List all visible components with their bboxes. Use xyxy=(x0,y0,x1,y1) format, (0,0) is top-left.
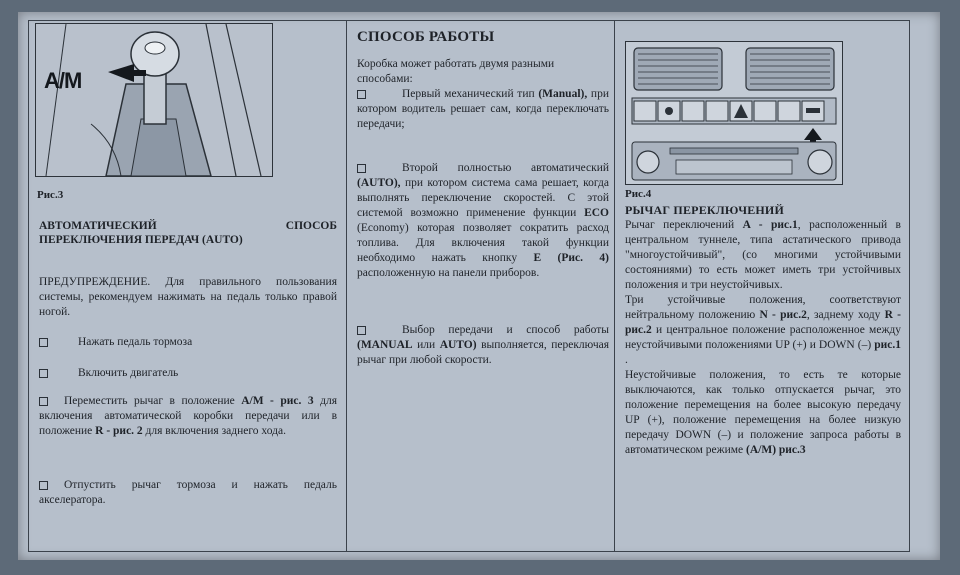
dashboard-panel-drawing xyxy=(626,42,842,184)
paragraph-ref: (AUTO), xyxy=(357,177,401,189)
list-item-text: для включения заднего хода. xyxy=(142,425,286,437)
checkbox-bullet-icon xyxy=(39,397,48,406)
page-frame xyxy=(28,20,910,552)
checkbox-bullet-icon xyxy=(357,90,366,99)
paragraph-ref: N - рис.2 xyxy=(759,309,807,321)
paragraph-ref: (Manual), xyxy=(538,88,588,100)
figure-caption: Рис.3 xyxy=(37,189,64,201)
paragraph-ref: рис.1 xyxy=(874,339,901,351)
gear-lever-drawing xyxy=(36,24,272,176)
checkbox-bullet-icon xyxy=(39,338,48,347)
list-item-ref: A/M - рис. 3 xyxy=(241,395,314,407)
paragraph-ref: A - рис.1 xyxy=(742,219,798,231)
intro-paragraph: Коробка может работать двумя разными способами: xyxy=(357,58,555,85)
dpad-icon xyxy=(808,150,832,174)
paragraph-text: и центральное положение расположенное между неустойчивыми положениями UP (+) и DOWN (–) xyxy=(625,324,901,351)
checkbox-bullet-icon xyxy=(39,369,48,378)
list-item-text: Отпустить рычаг тормоза и нажать педаль акселератора. xyxy=(39,479,337,506)
paragraph-ref: (MANUAL xyxy=(357,339,413,351)
heading-word: АВТОМАТИЧЕСКИЙ xyxy=(39,220,157,232)
warning-text: . Для правильного пользования системы, рекомендуем нажимать на педаль только правой ногой. xyxy=(39,276,337,318)
paragraph-ref: ECO xyxy=(584,207,609,219)
button-symbol-icon xyxy=(665,107,673,115)
paragraph-text: расположенную на панели приборов. xyxy=(357,267,540,279)
paragraph-ref: AUTO) xyxy=(439,339,477,351)
paragraph-text: Первый механический тип xyxy=(402,88,539,100)
list-item-text: Включить двигатель xyxy=(78,367,179,379)
paragraph-ref: R - рис.2 xyxy=(625,309,902,336)
warning-title: ПРЕДУПРЕЖДЕНИЕ xyxy=(39,276,148,288)
paragraph-text: или xyxy=(412,339,440,351)
auto-mode-paragraph xyxy=(357,161,609,281)
warning-paragraph xyxy=(39,275,337,320)
checkbox-bullet-icon xyxy=(357,326,366,335)
paragraph xyxy=(625,218,901,293)
heading-line: ПЕРЕКЛЮЧЕНИЯ ПЕРЕДАЧ (AUTO) xyxy=(39,234,243,246)
dashboard-panel-figure xyxy=(625,41,843,185)
paragraph xyxy=(625,368,901,458)
list-item-text: Переместить рычаг в положение xyxy=(64,395,242,407)
list-item-text: Нажать педаль тормоза xyxy=(78,336,193,348)
paragraph-text: при котором водитель решает сам, когда переключать передачи; xyxy=(357,88,609,130)
manual-mode-paragraph xyxy=(357,87,609,132)
paragraph-text: выполняется, переключая рычаг при любой скорости. xyxy=(357,339,609,366)
knob-icon xyxy=(637,151,659,173)
middle-column xyxy=(347,21,615,551)
paragraph xyxy=(625,293,901,368)
paragraph-ref: E (Рис. 4) xyxy=(533,252,609,264)
gear-lever-figure xyxy=(35,23,273,177)
paragraph-ref: (A/M) рис.3 xyxy=(746,444,806,456)
paragraph-text: при котором система сама решает, когда выполнять переключение скоростей. С этой системой возможно применение функции xyxy=(357,177,609,219)
list-item-ref: R - рис. 2 xyxy=(95,425,143,437)
eco-button-icon xyxy=(806,108,820,113)
list-item xyxy=(39,394,337,439)
list-item xyxy=(39,478,337,508)
figure-caption: Рис.4 xyxy=(625,188,652,200)
paragraph-text: Рычаг переключений xyxy=(625,219,743,231)
manual-page xyxy=(18,12,940,560)
section-title: СПОСОБ РАБОТЫ xyxy=(357,29,495,45)
paragraph-text: . xyxy=(625,354,628,366)
section-heading xyxy=(39,219,337,247)
checkbox-bullet-icon xyxy=(357,164,366,173)
choice-paragraph xyxy=(357,323,609,368)
paragraph-text: , заднему ходу xyxy=(806,309,885,321)
paragraph-text: , расположенный в центральном туннеле, типа астатического привода "многоустойчивый", (со многими устойчивыми состояниями) то есть может иметь три устойчивых положения и три неустойчивых. xyxy=(625,219,901,291)
figure-label: A/M xyxy=(44,68,82,93)
right-column xyxy=(615,21,909,551)
section-heading: РЫЧАГ ПЕРЕКЛЮЧЕНИЙ xyxy=(625,203,785,217)
paragraph-text: Выбор передачи и способ работы xyxy=(402,324,609,336)
paragraph-text: Неустойчивые положения, то есть те которые выключаются, как только отпускается рычаг, это положение перемещения на более высокую передачу UP (+), положение перемещения на более низкую передачу DOWN (–) и положение запроса работы в автоматическом режиме xyxy=(625,369,901,456)
paragraph-text: Второй полностью автоматический xyxy=(402,162,609,174)
left-column xyxy=(29,21,347,551)
list-item xyxy=(39,366,337,381)
paragraph-text: (Economy) которая позволяет сократить расход топлива. Для включения такой функции необходимо нажать кнопку xyxy=(357,222,609,264)
list-item xyxy=(39,335,337,350)
list-item-text: для включения автоматической коробки передачи или в положение xyxy=(39,395,337,437)
paragraph-text: Три устойчивые положения, соответствуют нейтральному положению xyxy=(625,294,901,321)
checkbox-bullet-icon xyxy=(39,481,48,490)
heading-word: СПОСОБ xyxy=(285,220,337,232)
lever-description xyxy=(625,218,901,458)
